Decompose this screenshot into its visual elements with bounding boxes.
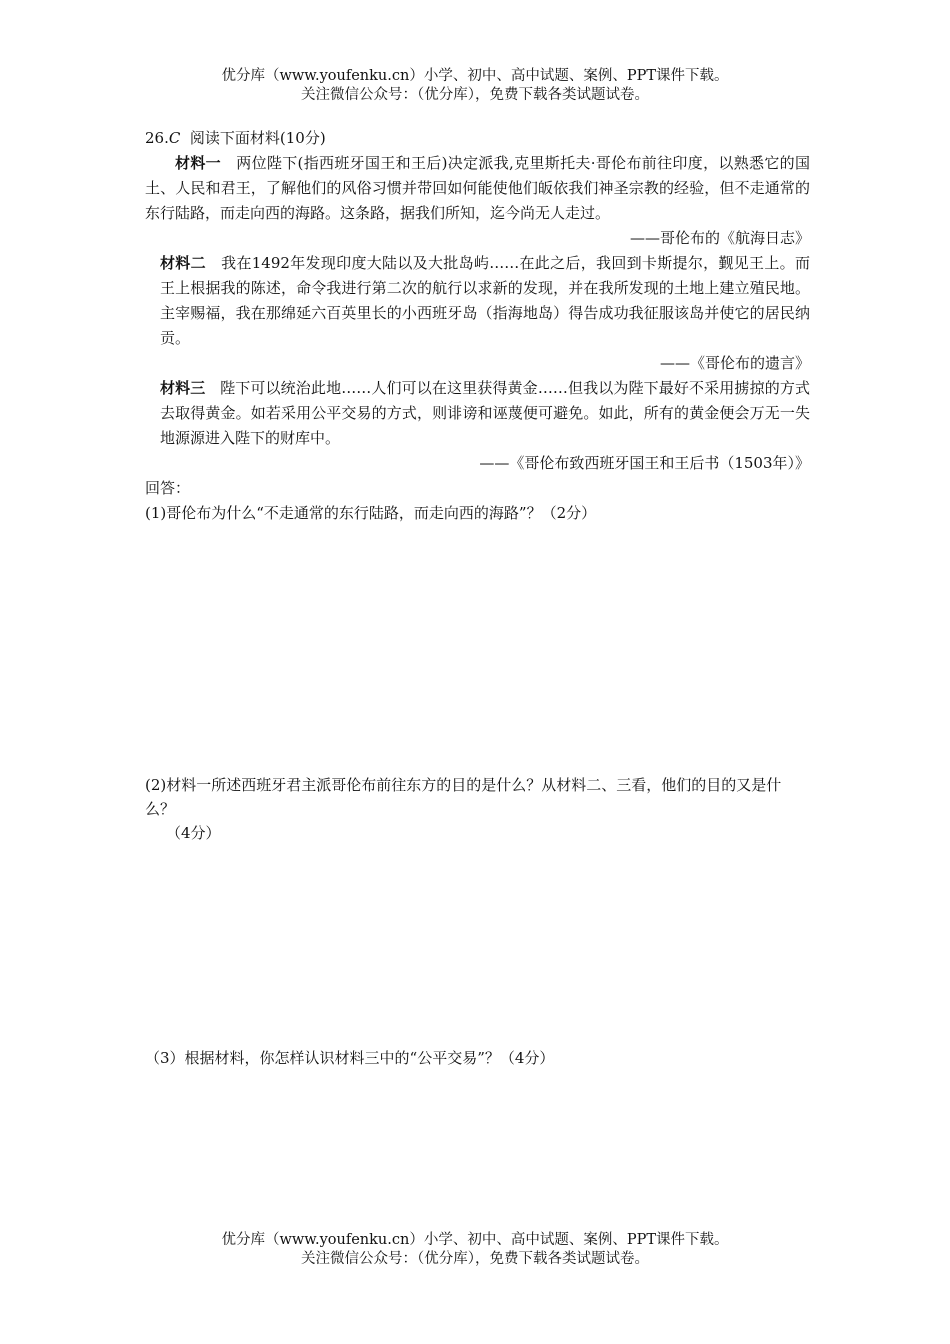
question-title-text: 阅读下面材料(10分) bbox=[189, 129, 326, 147]
material-source: ——《哥伦布的遗言》 bbox=[659, 354, 810, 372]
material-text: 两位陛下(指西班牙国王和王后)决定派我,克里斯托夫·哥伦布前往印度，以熟悉它的国土、人民和君王，了解他们的风俗习惯并带回如何能使他们皈依我们神圣宗教的经验，但不走通常的东行陆路，而走向西的海路。这条路，据我们所知，迄今尚无人走过。 bbox=[145, 154, 810, 222]
material-source: ——《哥伦布致西班牙国王和王后书（1503年）》 bbox=[479, 454, 810, 472]
footer-line-2: 关注微信公众号：（优分库），免费下载各类试题试卷。 bbox=[301, 1251, 649, 1267]
sub-question-2-points: （4分） bbox=[166, 824, 221, 842]
sub-question-3 bbox=[145, 1046, 810, 1070]
material-source: ——哥伦布的《航海日志》 bbox=[629, 229, 810, 247]
answer-label: 回答： bbox=[145, 479, 191, 497]
question-number: 26. bbox=[145, 129, 169, 147]
material-1 bbox=[145, 151, 810, 226]
page-footer bbox=[0, 1231, 950, 1269]
material-label: 材料一 bbox=[175, 154, 221, 172]
material-label: 材料三 bbox=[160, 379, 206, 397]
sub-question-2-text: (2)材料一所述西班牙君主派哥伦布前往东方的目的是什么？从材料二、三看，他们的目的又是什么？ bbox=[145, 776, 782, 818]
sub-question-3-text: （3）根据材料，你怎样认识材料三中的“公平交易”？（4分） bbox=[145, 1049, 555, 1067]
header-line-2: 关注微信公众号：（优分库），免费下载各类试题试卷。 bbox=[301, 87, 649, 103]
footer-line-1: 优分库（www.youfenku.cn）小学、初中、高中试题、案例、PPT课件下载。 bbox=[221, 1232, 729, 1248]
material-2 bbox=[145, 251, 810, 351]
question-tag: C bbox=[168, 129, 181, 147]
sub-question-2 bbox=[145, 773, 810, 845]
header-line-1: 优分库（www.youfenku.cn）小学、初中、高中试题、案例、PPT课件下载。 bbox=[221, 68, 729, 84]
question-title bbox=[145, 126, 810, 151]
material-3 bbox=[145, 376, 810, 451]
sub-question-1: (1)哥伦布为什么“不走通常的东行陆路，而走向西的海路”？（2分） bbox=[145, 504, 597, 522]
material-label: 材料二 bbox=[160, 254, 206, 272]
material-text: 陛下可以统治此地……人们可以在这里获得黄金……但我以为陛下最好不采用掳掠的方式去取得黄金。如若采用公平交易的方式，则诽谤和诬蔑便可避免。如此，所有的黄金便会万无一失地源源进入陛下的财库中。 bbox=[160, 379, 810, 447]
question-26 bbox=[145, 126, 810, 526]
page-header bbox=[0, 67, 950, 105]
material-text: 我在1492年发现印度大陆以及大批岛屿……在此之后，我回到卡斯提尔，觐见王上。而王上根据我的陈述，命令我进行第二次的航行以求新的发现，并在我所发现的土地上建立殖民地。主宰赐福，我在那绵延六百英里长的小西班牙岛（指海地岛）得告成功我征服该岛并使它的居民纳贡。 bbox=[160, 254, 810, 347]
